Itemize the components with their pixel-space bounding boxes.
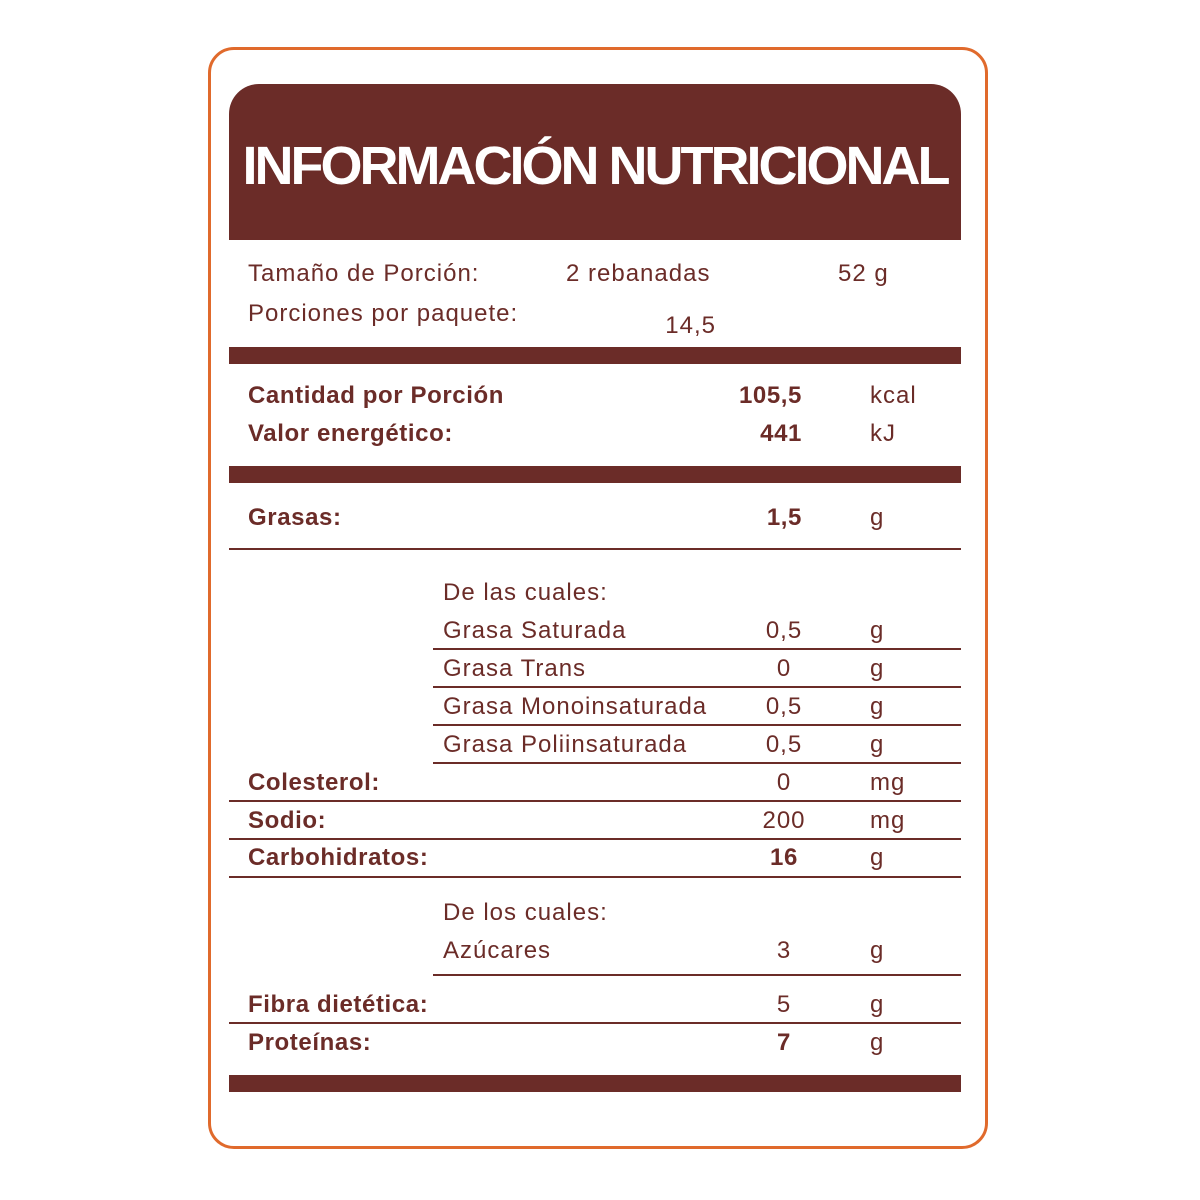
fiber-unit: g — [870, 991, 885, 1018]
kj-unit: kJ — [870, 420, 896, 447]
divider-line — [229, 800, 961, 802]
divider-bar — [229, 347, 961, 364]
divider-bar — [229, 1075, 961, 1092]
monounsaturated-fat-value: 0,5 — [765, 693, 803, 720]
carbs-subheader: De los cuales: — [443, 899, 608, 926]
divider-line — [433, 974, 961, 976]
protein-unit: g — [870, 1029, 885, 1056]
kj-value: 441 — [760, 420, 802, 447]
divider-line — [433, 762, 961, 764]
servings-per-package-value: 14,5 — [665, 312, 716, 339]
saturated-fat-label: Grasa Saturada — [443, 617, 627, 644]
saturated-fat-value: 0,5 — [765, 617, 803, 644]
kcal-unit: kcal — [870, 382, 917, 409]
divider-line — [433, 686, 961, 688]
monounsaturated-fat-label: Grasa Monoinsaturada — [443, 693, 708, 720]
carbohydrates-label: Carbohidratos: — [248, 844, 429, 871]
sodium-value: 200 — [762, 807, 806, 834]
label-header — [229, 84, 961, 240]
divider-bar — [229, 466, 961, 483]
fiber-label: Fibra dietética: — [248, 991, 429, 1018]
divider-line — [229, 876, 961, 878]
cholesterol-label: Colesterol: — [248, 769, 380, 796]
serving-size-label: Tamaño de Porción: — [248, 260, 480, 287]
divider-line — [229, 548, 961, 550]
divider-line — [229, 1022, 961, 1024]
kcal-value: 105,5 — [738, 382, 802, 409]
monounsaturated-fat-unit: g — [870, 693, 885, 720]
cholesterol-unit: mg — [870, 769, 906, 796]
polyunsaturated-fat-unit: g — [870, 731, 885, 758]
sugars-value: 3 — [776, 937, 792, 964]
carbohydrates-value: 16 — [770, 844, 798, 871]
amount-per-serving-label: Cantidad por Porción — [248, 382, 505, 409]
fiber-value: 5 — [776, 991, 792, 1018]
trans-fat-label: Grasa Trans — [443, 655, 587, 682]
fats-value: 1,5 — [766, 504, 802, 531]
serving-size-value: 2 rebanadas — [566, 260, 711, 287]
sodium-unit: mg — [870, 807, 906, 834]
serving-size-weight: 52 g — [838, 260, 889, 287]
sugars-label: Azúcares — [443, 937, 552, 964]
sugars-unit: g — [870, 937, 885, 964]
energy-value-label: Valor energético: — [248, 420, 453, 447]
trans-fat-unit: g — [870, 655, 885, 682]
divider-line — [433, 648, 961, 650]
trans-fat-value: 0 — [776, 655, 792, 682]
sodium-label: Sodio: — [248, 807, 327, 834]
fats-label: Grasas: — [248, 504, 342, 531]
protein-label: Proteínas: — [248, 1029, 372, 1056]
fats-unit: g — [870, 504, 885, 531]
protein-value: 7 — [777, 1029, 791, 1056]
divider-line — [229, 838, 961, 840]
carbohydrates-unit: g — [870, 844, 885, 871]
label-title: INFORMACIÓN NUTRICIONAL — [242, 136, 948, 196]
saturated-fat-unit: g — [870, 617, 885, 644]
polyunsaturated-fat-label: Grasa Poliinsaturada — [443, 731, 688, 758]
servings-per-package-label: Porciones por paquete: — [248, 300, 519, 327]
fats-subheader: De las cuales: — [443, 579, 608, 606]
divider-line — [433, 724, 961, 726]
polyunsaturated-fat-value: 0,5 — [765, 731, 803, 758]
cholesterol-value: 0 — [776, 769, 792, 796]
